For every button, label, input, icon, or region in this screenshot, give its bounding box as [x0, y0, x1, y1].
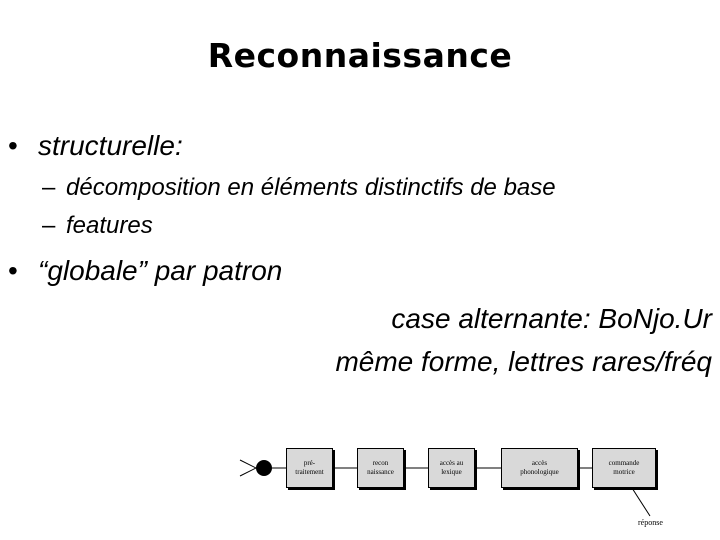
bullet-text: structurelle: [38, 130, 183, 161]
box-label: recon [372, 459, 389, 467]
box-label: naissance [367, 468, 394, 476]
box-label: traitement [295, 468, 324, 476]
box-commande-motrice [592, 448, 656, 488]
box-label: motrice [613, 468, 635, 476]
bullet-marker: • [8, 255, 18, 286]
meme-forme-text: même forme, lettres rares/fréq [335, 346, 712, 377]
bullet-text: “globale” par patron [38, 255, 283, 286]
box-label: lexique [441, 468, 462, 476]
case-alternante-text: case alternante: BoNjo.Ur [391, 303, 712, 334]
box-label: accès [531, 459, 548, 467]
box-label: commande [608, 459, 640, 467]
dash-marker: – [42, 212, 56, 239]
bullet-marker: • [8, 130, 18, 161]
box-label: pré- [303, 459, 316, 467]
input-chevron-icon [240, 460, 256, 476]
dash-marker: – [42, 174, 56, 201]
subbullet-text: décomposition en éléments distinctifs de base [66, 174, 556, 201]
box-acces-phonologique [501, 448, 578, 488]
box-pretraitement [286, 448, 333, 488]
output-arrow [632, 488, 650, 516]
box-acces-lexique [428, 448, 475, 488]
box-label: accès au [439, 459, 464, 467]
box-label: phonologique [520, 468, 559, 476]
output-label: réponse [638, 518, 663, 527]
slide-title: Reconnaissance [207, 36, 513, 75]
input-node [256, 460, 272, 476]
box-reconnaissance [357, 448, 404, 488]
subbullet-text: features [66, 212, 153, 239]
